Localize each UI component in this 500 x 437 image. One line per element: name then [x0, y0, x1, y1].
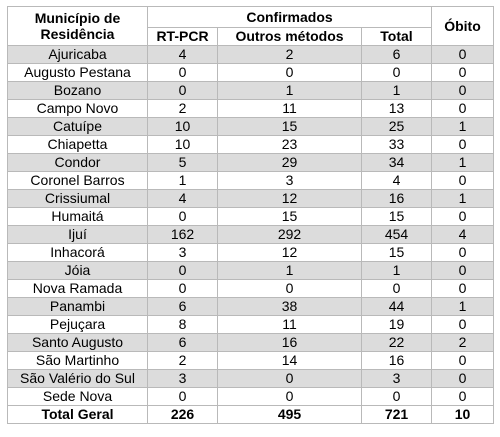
table-row [8, 172, 494, 190]
cell-obito: 1 [432, 118, 494, 136]
cell-rt-pcr: 0 [148, 280, 218, 298]
table-row [8, 262, 494, 280]
table-row [8, 316, 494, 334]
cell-rt-pcr: 162 [148, 226, 218, 244]
cell-municipio: Catuípe [8, 118, 148, 136]
cell-total: 33 [362, 136, 432, 154]
cell-municipio: Campo Novo [8, 100, 148, 118]
total-obito: 10 [432, 406, 494, 424]
cell-total: 25 [362, 118, 432, 136]
cell-municipio: Bozano [8, 82, 148, 100]
cell-outros-metodos: 0 [218, 64, 362, 82]
total-row [8, 406, 494, 424]
table-row [8, 388, 494, 406]
cell-municipio: Humaitá [8, 208, 148, 226]
cell-outros-metodos: 15 [218, 118, 362, 136]
header-municipio-line2: Residência [40, 26, 115, 42]
table-row [8, 226, 494, 244]
table-row [8, 118, 494, 136]
cell-obito: 0 [432, 64, 494, 82]
cell-rt-pcr: 4 [148, 190, 218, 208]
cell-municipio: Panambi [8, 298, 148, 316]
cell-obito: 4 [432, 226, 494, 244]
cell-outros-metodos: 12 [218, 190, 362, 208]
cell-obito: 0 [432, 208, 494, 226]
cell-total: 0 [362, 64, 432, 82]
table-row [8, 154, 494, 172]
cell-rt-pcr: 2 [148, 100, 218, 118]
cell-municipio: Inhacorá [8, 244, 148, 262]
cases-table [7, 6, 494, 424]
cell-total: 3 [362, 370, 432, 388]
cell-obito: 0 [432, 280, 494, 298]
total-rt-pcr: 226 [148, 406, 218, 424]
cell-obito: 0 [432, 316, 494, 334]
cell-outros-metodos: 15 [218, 208, 362, 226]
table-row [8, 46, 494, 64]
header-rt-pcr: RT-PCR [148, 28, 218, 46]
cell-municipio: Ajuricaba [8, 46, 148, 64]
cell-total: 1 [362, 82, 432, 100]
cell-rt-pcr: 8 [148, 316, 218, 334]
cell-total: 22 [362, 334, 432, 352]
cell-municipio: Condor [8, 154, 148, 172]
cell-total: 6 [362, 46, 432, 64]
cell-outros-metodos: 29 [218, 154, 362, 172]
table-row [8, 352, 494, 370]
cell-total: 4 [362, 172, 432, 190]
cell-obito: 0 [432, 82, 494, 100]
cell-obito: 0 [432, 352, 494, 370]
cell-municipio: Ijuí [8, 226, 148, 244]
cell-obito: 0 [432, 244, 494, 262]
cell-rt-pcr: 1 [148, 172, 218, 190]
cell-municipio: Crissiumal [8, 190, 148, 208]
cell-obito: 0 [432, 370, 494, 388]
cell-total: 0 [362, 280, 432, 298]
table-header [8, 7, 494, 46]
cell-total: 19 [362, 316, 432, 334]
header-confirmados: Confirmados [148, 7, 432, 28]
cell-total: 34 [362, 154, 432, 172]
cell-rt-pcr: 0 [148, 208, 218, 226]
cell-total: 13 [362, 100, 432, 118]
total-total: 721 [362, 406, 432, 424]
cell-rt-pcr: 0 [148, 64, 218, 82]
cell-obito: 1 [432, 298, 494, 316]
cell-rt-pcr: 10 [148, 136, 218, 154]
cell-rt-pcr: 6 [148, 334, 218, 352]
cell-outros-metodos: 38 [218, 298, 362, 316]
cell-total: 1 [362, 262, 432, 280]
table-row [8, 280, 494, 298]
cell-total: 15 [362, 208, 432, 226]
table-row [8, 64, 494, 82]
total-outros: 495 [218, 406, 362, 424]
cell-obito: 0 [432, 46, 494, 64]
cell-rt-pcr: 6 [148, 298, 218, 316]
cell-obito: 0 [432, 136, 494, 154]
cell-rt-pcr: 5 [148, 154, 218, 172]
cell-total: 454 [362, 226, 432, 244]
table-row [8, 370, 494, 388]
cell-outros-metodos: 12 [218, 244, 362, 262]
cell-outros-metodos: 0 [218, 370, 362, 388]
cell-obito: 0 [432, 388, 494, 406]
cell-rt-pcr: 3 [148, 244, 218, 262]
cell-outros-metodos: 11 [218, 316, 362, 334]
cell-municipio: São Martinho [8, 352, 148, 370]
cell-outros-metodos: 23 [218, 136, 362, 154]
cell-outros-metodos: 11 [218, 100, 362, 118]
cell-municipio: Coronel Barros [8, 172, 148, 190]
cell-outros-metodos: 14 [218, 352, 362, 370]
table-row [8, 100, 494, 118]
table-row [8, 208, 494, 226]
cell-obito: 2 [432, 334, 494, 352]
cell-rt-pcr: 0 [148, 262, 218, 280]
cell-outros-metodos: 0 [218, 388, 362, 406]
table-row [8, 244, 494, 262]
cell-rt-pcr: 10 [148, 118, 218, 136]
cell-municipio: São Valério do Sul [8, 370, 148, 388]
table-footer [8, 406, 494, 424]
cell-rt-pcr: 2 [148, 352, 218, 370]
header-obito: Óbito [432, 7, 494, 46]
cell-rt-pcr: 0 [148, 388, 218, 406]
table-row [8, 334, 494, 352]
table-row [8, 298, 494, 316]
cell-obito: 0 [432, 262, 494, 280]
cell-municipio: Augusto Pestana [8, 64, 148, 82]
header-municipio-line1: Município de [34, 10, 121, 26]
cell-obito: 0 [432, 172, 494, 190]
cell-municipio: Santo Augusto [8, 334, 148, 352]
cell-municipio: Jóia [8, 262, 148, 280]
table-row [8, 136, 494, 154]
cell-total: 16 [362, 352, 432, 370]
cell-obito: 1 [432, 154, 494, 172]
cell-total: 0 [362, 388, 432, 406]
cell-municipio: Chiapetta [8, 136, 148, 154]
table-row [8, 82, 494, 100]
cell-total: 16 [362, 190, 432, 208]
header-municipio [8, 7, 148, 46]
cell-outros-metodos: 1 [218, 262, 362, 280]
table-container [7, 6, 494, 424]
cell-outros-metodos: 1 [218, 82, 362, 100]
cell-rt-pcr: 0 [148, 82, 218, 100]
table-body [8, 46, 494, 406]
cell-outros-metodos: 16 [218, 334, 362, 352]
cell-rt-pcr: 3 [148, 370, 218, 388]
cell-total: 44 [362, 298, 432, 316]
header-total: Total [362, 28, 432, 46]
cell-municipio: Sede Nova [8, 388, 148, 406]
cell-outros-metodos: 0 [218, 280, 362, 298]
cell-obito: 0 [432, 100, 494, 118]
cell-obito: 1 [432, 190, 494, 208]
cell-outros-metodos: 2 [218, 46, 362, 64]
header-outros-metodos: Outros métodos [218, 28, 362, 46]
total-label: Total Geral [8, 406, 148, 424]
cell-rt-pcr: 4 [148, 46, 218, 64]
cell-municipio: Nova Ramada [8, 280, 148, 298]
table-row [8, 190, 494, 208]
cell-outros-metodos: 3 [218, 172, 362, 190]
cell-total: 15 [362, 244, 432, 262]
cell-municipio: Pejuçara [8, 316, 148, 334]
cell-outros-metodos: 292 [218, 226, 362, 244]
